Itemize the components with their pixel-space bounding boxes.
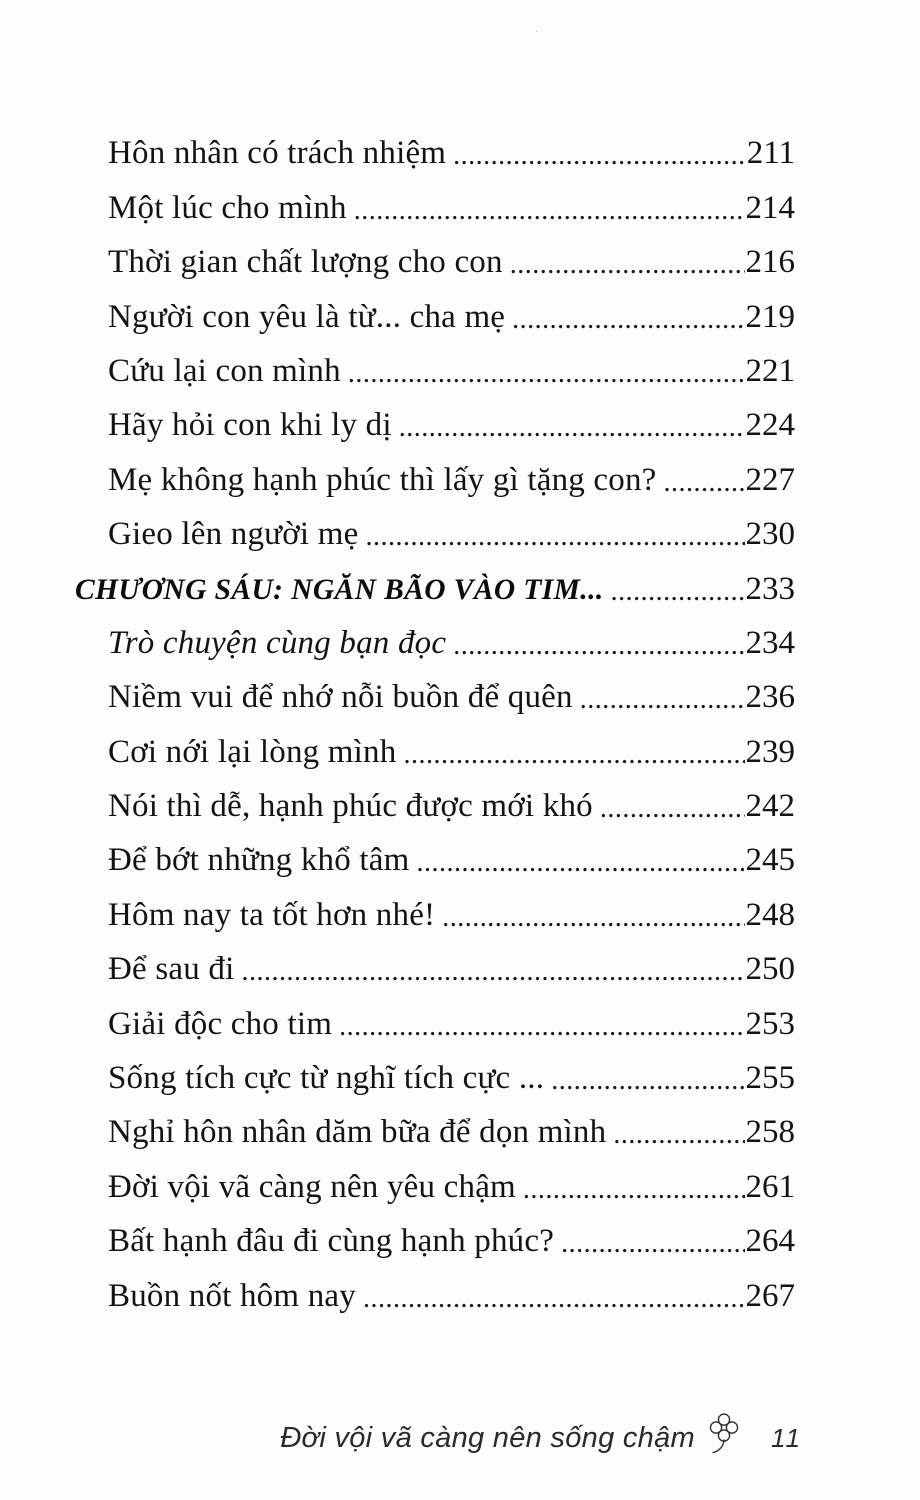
- toc-entry: [108, 1210, 795, 1264]
- toc-entry-title: Một lúc cho mình: [108, 189, 347, 226]
- toc-entry-page: 248: [745, 896, 795, 933]
- toc-entry-page: 216: [745, 244, 795, 281]
- toc-entry-title: Hôm nay ta tốt hơn nhé!: [108, 896, 436, 933]
- toc-entry: [108, 394, 795, 448]
- dot-leader: [551, 1067, 744, 1095]
- toc-entry-title: Người con yêu là từ... cha mẹ: [108, 298, 506, 335]
- dot-leader: [580, 686, 745, 714]
- dot-leader: [365, 523, 744, 551]
- toc-entry-page: 221: [745, 352, 795, 389]
- toc-entry-title: Sống tích cực từ nghĩ tích cực ...: [108, 1060, 545, 1097]
- dot-leader: [600, 795, 745, 823]
- toc-entry-title: Cơi nới lại lòng mình: [108, 733, 397, 770]
- toc-entry: [108, 666, 795, 720]
- toc-entry: [108, 720, 795, 774]
- dot-leader: [510, 251, 745, 279]
- toc-entry: [108, 448, 795, 502]
- dot-leader: [611, 578, 745, 606]
- dot-leader: [339, 1013, 744, 1041]
- clover-icon: [707, 1412, 741, 1456]
- toc-entry-title: CHƯƠNG SÁU: NGĂN BÃO VÀO TIM...: [75, 574, 604, 607]
- toc-entry-title: Để sau đi: [108, 951, 235, 988]
- dot-leader: [523, 1176, 745, 1204]
- toc-entry-page: 224: [745, 407, 795, 444]
- toc-entry-title: Gieo lên người mẹ: [108, 516, 359, 553]
- toc-entry: [108, 829, 795, 883]
- toc-entry-page: 234: [745, 624, 795, 661]
- dot-leader: [416, 849, 744, 877]
- toc-entry-page: 258: [745, 1114, 795, 1151]
- toc-entry-title: Cứu lại con mình: [108, 352, 341, 389]
- toc-entry-page: 211: [746, 135, 795, 172]
- toc-entry-page: 261: [745, 1168, 795, 1205]
- toc-entry: [108, 1155, 795, 1209]
- toc-entry: [108, 1101, 795, 1155]
- toc-entry-title: Hôn nhân có trách nhiệm: [108, 135, 447, 172]
- dot-leader: [363, 1285, 745, 1313]
- toc-entry: [108, 612, 795, 666]
- toc-entry: [108, 285, 795, 339]
- toc-entry-title: Nói thì dễ, hạnh phúc được mới khó: [108, 788, 593, 825]
- dot-leader: [453, 632, 744, 660]
- dot-leader: [442, 904, 744, 932]
- dot-leader: [613, 1121, 744, 1149]
- scan-artifact-dot: [536, 30, 538, 32]
- toc-entry-title: Mẹ không hạnh phúc thì lấy gì tặng con?: [108, 461, 657, 498]
- toc-entry: [108, 231, 795, 285]
- dot-leader: [403, 741, 744, 769]
- toc-entry-title: Đời vội vã càng nên yêu chậm: [108, 1168, 516, 1205]
- toc-entry: [108, 775, 795, 829]
- toc-entry: [108, 340, 795, 394]
- page-footer: [280, 1412, 802, 1456]
- toc-entry: [108, 883, 795, 937]
- dot-leader: [348, 360, 745, 388]
- toc-entry: [108, 503, 795, 557]
- dot-leader: [664, 469, 745, 497]
- toc-entry: [108, 122, 795, 176]
- toc-entry: [108, 1047, 795, 1101]
- toc-entry-page: 230: [745, 516, 795, 553]
- toc-entry-page: 239: [745, 733, 795, 770]
- toc-entry-title: Trò chuyện cùng bạn đọc: [108, 624, 447, 661]
- toc-entry-title: Hãy hỏi con khi ly dị: [108, 407, 392, 444]
- toc-entry-page: 250: [745, 951, 795, 988]
- toc-entry: [108, 176, 795, 230]
- dot-leader: [453, 142, 746, 170]
- dot-leader: [512, 306, 744, 334]
- toc-entry-page: 253: [745, 1005, 795, 1042]
- footer-book-title: Đời vội vã càng nên sống chậm: [280, 1422, 695, 1455]
- toc-entry-page: 267: [745, 1277, 795, 1314]
- toc-entry: [108, 938, 795, 992]
- toc-entry-title: Thời gian chất lượng cho con: [108, 244, 503, 281]
- toc-entry-page: 255: [745, 1060, 795, 1097]
- toc-entry-title: Niềm vui để nhớ nỗi buồn để quên: [108, 679, 573, 716]
- toc-entry-page: 233: [745, 570, 795, 607]
- toc-entry-page: 214: [745, 189, 795, 226]
- toc-entry-title: Buồn nốt hôm nay: [108, 1277, 356, 1314]
- toc-entry-title: Nghỉ hôn nhân dăm bữa để dọn mình: [108, 1114, 607, 1151]
- footer-page-number: 11: [771, 1423, 802, 1454]
- toc-entry-title: Để bớt những khổ tâm: [108, 842, 410, 879]
- toc-entry: [75, 557, 795, 611]
- toc-entry-title: Bất hạnh đâu đi cùng hạnh phúc?: [108, 1223, 555, 1260]
- toc-entry: [108, 992, 795, 1046]
- toc-entry: [108, 1264, 795, 1318]
- toc-entry-page: 245: [745, 842, 795, 879]
- dot-leader: [561, 1230, 744, 1258]
- dot-leader: [354, 197, 745, 225]
- toc-entry-page: 264: [745, 1223, 795, 1260]
- toc-entry-page: 219: [745, 298, 795, 335]
- dot-leader: [241, 958, 744, 986]
- toc-entry-page: 236: [745, 679, 795, 716]
- toc-list: [75, 122, 795, 1319]
- toc-entry-title: Giải độc cho tim: [108, 1005, 333, 1042]
- toc-entry-page: 227: [745, 461, 795, 498]
- toc-entry-page: 242: [745, 788, 795, 825]
- dot-leader: [399, 414, 745, 442]
